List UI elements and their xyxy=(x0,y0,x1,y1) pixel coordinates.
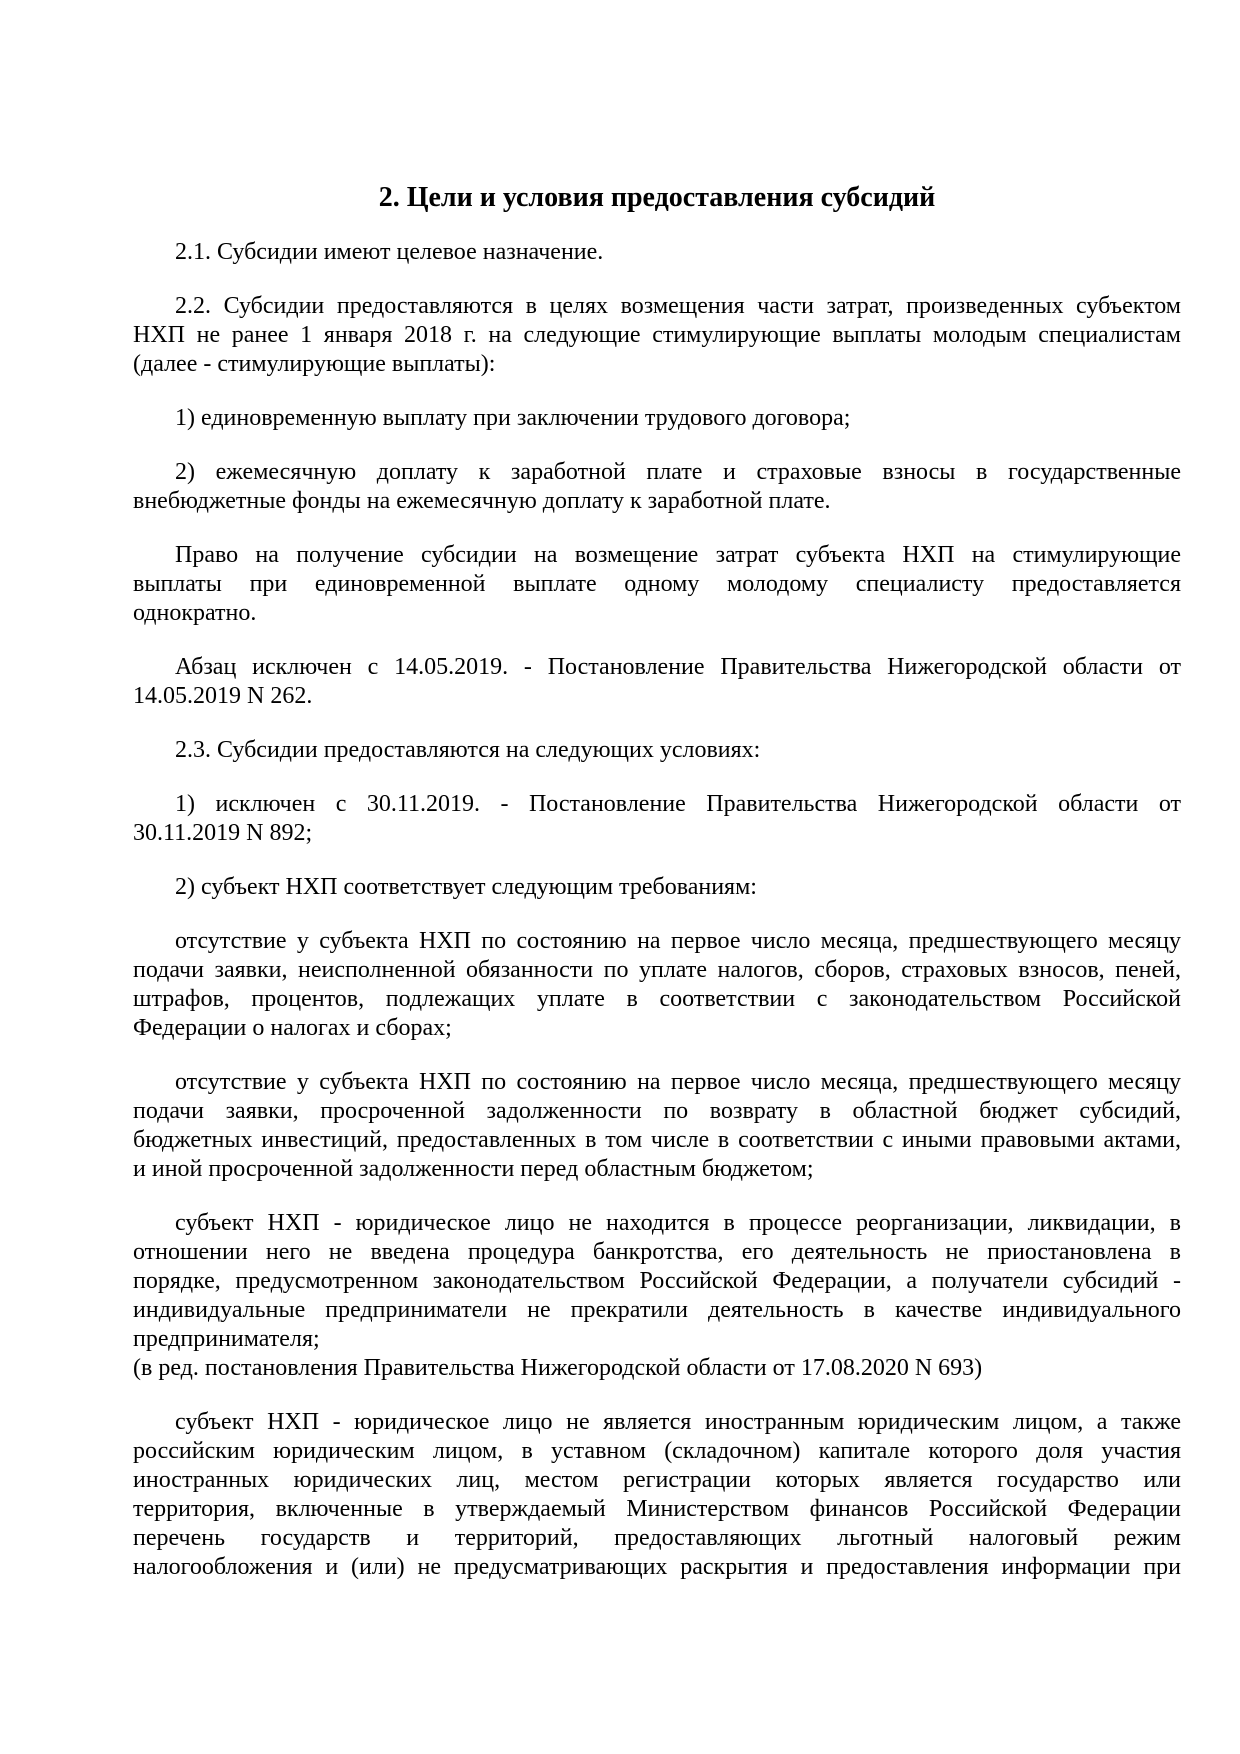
paragraph xyxy=(133,1209,1181,1354)
text-line: 30.11.2019 N 892; xyxy=(133,820,313,846)
text-line: субъект НХП - юридическое лицо не находится в процессе реорганизации, ликвидации, в xyxy=(175,1210,1181,1236)
text-line: перечень государств и территорий, предоставляющих льготный налоговый режим xyxy=(133,1525,1181,1551)
paragraph xyxy=(133,404,1181,433)
text-line: однократно. xyxy=(133,600,257,626)
text-line: (далее - стимулирующие выплаты): xyxy=(133,351,496,377)
document-page xyxy=(133,180,1181,1607)
text-line: внебюджетные фонды на ежемесячную доплату к заработной плате. xyxy=(133,488,831,514)
paragraph xyxy=(133,736,1181,765)
text-line: 2.2. Субсидии предоставляются в целях возмещения части затрат, произведенных субъектом xyxy=(175,293,1181,319)
paragraph xyxy=(133,1354,1181,1383)
text-line: подачи заявки, неисполненной обязанности по уплате налогов, сборов, страховых взносов, пеней, xyxy=(133,957,1181,983)
text-line: иностранных юридических лиц, местом регистрации которых является государство или xyxy=(133,1467,1181,1493)
text-line: порядке, предусмотренном законодательством Российской Федерации, а получатели субсидий - xyxy=(133,1268,1181,1294)
paragraph xyxy=(133,1408,1181,1582)
document-body xyxy=(133,238,1181,1582)
text-line: 2) ежемесячную доплату к заработной плате и страховые взносы в государственные xyxy=(175,459,1181,485)
text-line: индивидуальные предприниматели не прекратили деятельность в качестве индивидуального xyxy=(133,1297,1181,1323)
text-line: 2.1. Субсидии имеют целевое назначение. xyxy=(175,239,604,265)
text-line: и иной просроченной задолженности перед областным бюджетом; xyxy=(133,1156,814,1182)
text-line: налогообложения и (или) не предусматривающих раскрытия и предоставления информации при xyxy=(133,1554,1181,1580)
text-line: 1) единовременную выплату при заключении трудового договора; xyxy=(175,405,851,431)
paragraph xyxy=(133,927,1181,1043)
text-line: 2) субъект НХП соответствует следующим требованиям: xyxy=(175,874,757,900)
paragraph xyxy=(133,292,1181,379)
paragraph xyxy=(133,653,1181,711)
text-line: бюджетных инвестиций, предоставленных в том числе в соответствии с иными правовыми актами, xyxy=(133,1127,1181,1153)
text-line: Право на получение субсидии на возмещение затрат субъекта НХП на стимулирующие xyxy=(175,542,1181,568)
text-line: (в ред. постановления Правительства Нижегородской области от 17.08.2020 N 693) xyxy=(133,1355,983,1381)
text-line: подачи заявки, просроченной задолженности по возврату в областной бюджет субсидий, xyxy=(133,1098,1181,1124)
paragraph xyxy=(133,238,1181,267)
section-title: 2. Цели и условия предоставления субсидий xyxy=(378,182,936,213)
paragraph xyxy=(133,541,1181,628)
text-line: отсутствие у субъекта НХП по состоянию на первое число месяца, предшествующего месяцу xyxy=(175,928,1181,954)
text-line: Федерации о налогах и сборах; xyxy=(133,1015,452,1041)
paragraph xyxy=(133,1068,1181,1184)
text-line: отсутствие у субъекта НХП по состоянию на первое число месяца, предшествующего месяцу xyxy=(175,1069,1181,1095)
paragraph xyxy=(133,458,1181,516)
text-line: Абзац исключен с 14.05.2019. - Постановление Правительства Нижегородской области от xyxy=(175,654,1181,680)
text-line: 1) исключен с 30.11.2019. - Постановление Правительства Нижегородской области от xyxy=(175,791,1181,817)
paragraph xyxy=(133,790,1181,848)
text-line: выплаты при единовременной выплате одному молодому специалисту предоставляется xyxy=(133,571,1181,597)
paragraph xyxy=(133,873,1181,902)
text-line: штрафов, процентов, подлежащих уплате в соответствии с законодательством Российской xyxy=(133,986,1181,1012)
text-line: российским юридическим лицом, в уставном (складочном) капитале которого доля участия xyxy=(133,1438,1181,1464)
text-line: территория, включенные в утверждаемый Министерством финансов Российской Федерации xyxy=(133,1496,1181,1522)
text-line: 2.3. Субсидии предоставляются на следующих условиях: xyxy=(175,737,761,763)
text-line: НХП не ранее 1 января 2018 г. на следующие стимулирующие выплаты молодым специалистам xyxy=(133,322,1181,348)
text-line: субъект НХП - юридическое лицо не является иностранным юридическим лицом, а также xyxy=(175,1409,1181,1435)
text-line: отношении него не введена процедура банкротства, его деятельность не приостановлена в xyxy=(133,1239,1181,1265)
text-line: 14.05.2019 N 262. xyxy=(133,683,313,709)
text-line: предпринимателя; xyxy=(133,1326,320,1352)
